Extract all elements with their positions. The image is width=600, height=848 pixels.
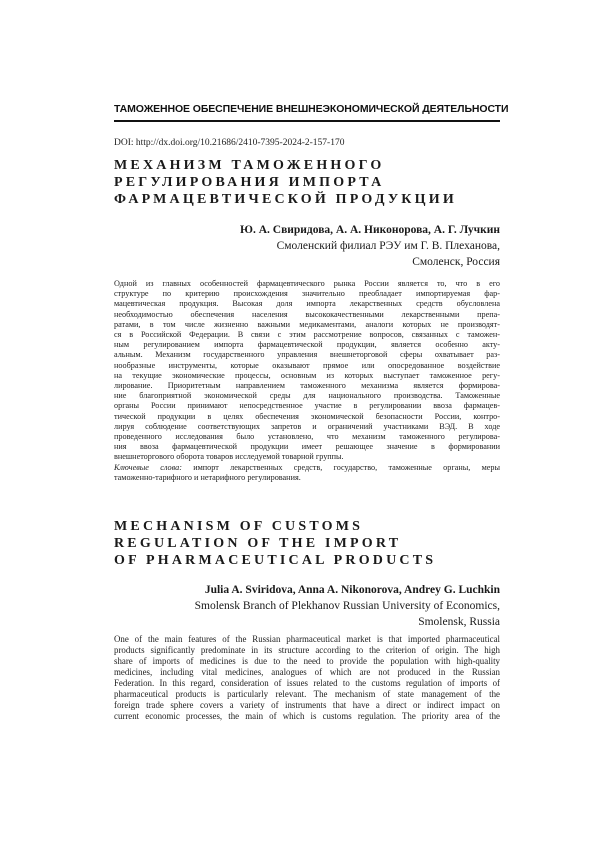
abstract-en — [114, 634, 500, 722]
abstract-line: Одной из главных особенностей фармацевтического рынка России является то, что в его — [114, 279, 500, 288]
abstract-line: лируя соблюдение соответствующих запретов и ограничений участниками ВЭД. В ходе — [114, 421, 500, 431]
abstract-line: Federation. In this regard, consideration of issues related to the customs regulation of imports of — [114, 678, 500, 688]
title-line: REGULATION OF THE IMPORT — [114, 536, 402, 551]
abstract-line: проведенного исследования было установлено, что механизм таможенного регулирова- — [114, 432, 500, 442]
abstract-line: products significantly predominate in its structure according to the criterion of origin. The high — [114, 645, 500, 655]
byline-en — [195, 582, 500, 630]
keywords-line: таможенно-тарифного и нетарифного регулирования. — [114, 472, 301, 482]
abstract-line: альным. Механизм государственного управления внешнеторговой сферы охватывает раз- — [114, 350, 500, 360]
abstract-line: foreign trade sphere covers a variety of instruments that have a direct or indirect impact on — [114, 700, 500, 710]
abstract-line: ся в Российской Федерации. В связи с этим рассмотрение вопросов, связанных с таможен- — [114, 330, 500, 340]
affiliation-line: Smolensk Branch of Plekhanov Russian University of Economics, — [194, 600, 500, 612]
title-line: РЕГУЛИРОВАНИЯ ИМПОРТА — [114, 175, 385, 190]
article-title-ru — [114, 157, 457, 208]
abstract-line: ние благоприятной экономической среды для национального производства. Таможенные — [114, 391, 500, 401]
byline-ru — [240, 222, 500, 270]
abstract-line: ратами, в том числе жизненно важными медикаментами, аналоги которых не производят- — [114, 319, 500, 329]
keywords-line — [114, 463, 500, 473]
section-header: ТАМОЖЕННОЕ ОБЕСПЕЧЕНИЕ ВНЕШНЕЭКОНОМИЧЕСКОЙ ДЕЯТЕЛЬНОСТИ — [114, 103, 509, 115]
article-title-en — [114, 518, 436, 569]
affiliation-line: Смоленск, Россия — [412, 256, 500, 268]
keywords-text: импорт лекарственных средств, государство, таможенные органы, меры — [181, 462, 500, 472]
abstract-line: ным регулированием импорта фармацевтической продукции, является особенно акту- — [114, 340, 500, 350]
abstract-line: medicines, including vital medicines, analogues of which are not produced in the Russian — [114, 667, 500, 677]
abstract-line: One of the main features of the Russian pharmaceutical market is that imported pharmaceutical — [114, 634, 500, 644]
title-line: OF PHARMACEUTICAL PRODUCTS — [114, 553, 437, 568]
authors-ru: Ю. А. Свиридова, А. А. Никонорова, А. Г. Лучкин — [240, 224, 500, 236]
abstract-line: внешнеторгового оборота товаров исследуемой товарной группы. — [114, 452, 344, 462]
abstract-ru — [114, 279, 500, 483]
abstract-line: мацевтическая продукция. Высокая доля импорта лекарственных средств обусловлена — [114, 299, 500, 309]
title-line: МЕХАНИЗМ ТАМОЖЕННОГО — [114, 158, 385, 173]
abstract-line: ния ввоза фармацевтической продукции имеет решающее значение в формировании — [114, 442, 500, 452]
abstract-line: структуре по критерию происхождения значительно преобладает импортируемая фар- — [114, 289, 500, 299]
abstract-line: share of imports of medicines is due to the need to provide the population with high-quality — [114, 656, 500, 666]
header-rule — [114, 120, 500, 122]
title-line: MECHANISM OF CUSTOMS — [114, 519, 364, 534]
doi-link[interactable]: DOI: http://dx.doi.org/10.21686/2410-7395-2024-2-157-170 — [114, 138, 345, 148]
affiliation-line: Смоленский филиал РЭУ им Г. В. Плеханова, — [276, 240, 500, 252]
abstract-line: органы России принимают непосредственное участие в регулировании ввоза фармацев- — [114, 401, 500, 411]
abstract-line: лирование. Приоритетным направлением таможенного механизма является формирова- — [114, 381, 500, 391]
authors-en: Julia A. Sviridova, Anna A. Nikonorova, Andrey G. Luchkin — [204, 584, 500, 596]
abstract-line: необходимостью обеспечения населения высококачественными лекарственными препа- — [114, 309, 500, 319]
abstract-line: на текущие экономические процессы, основным из которых выступает таможенное регу- — [114, 370, 500, 380]
abstract-line: pharmaceutical products is particularly relevant. The mechanism of state management of the — [114, 689, 500, 699]
keywords-label: Ключевые слова: — [114, 462, 182, 472]
abstract-line: current economic processes, the main of which is customs regulation. The priority area of the — [114, 711, 500, 721]
abstract-line: нообразные инструменты, которые оказывают прямое или опосредованное воздействие — [114, 360, 500, 370]
affiliation-line: Smolensk, Russia — [418, 616, 500, 628]
title-line: ФАРМАЦЕВТИЧЕСКОЙ ПРОДУКЦИИ — [114, 192, 457, 207]
abstract-line: тической продукции в целях обеспечения экономической безопасности России, контро- — [114, 411, 500, 421]
